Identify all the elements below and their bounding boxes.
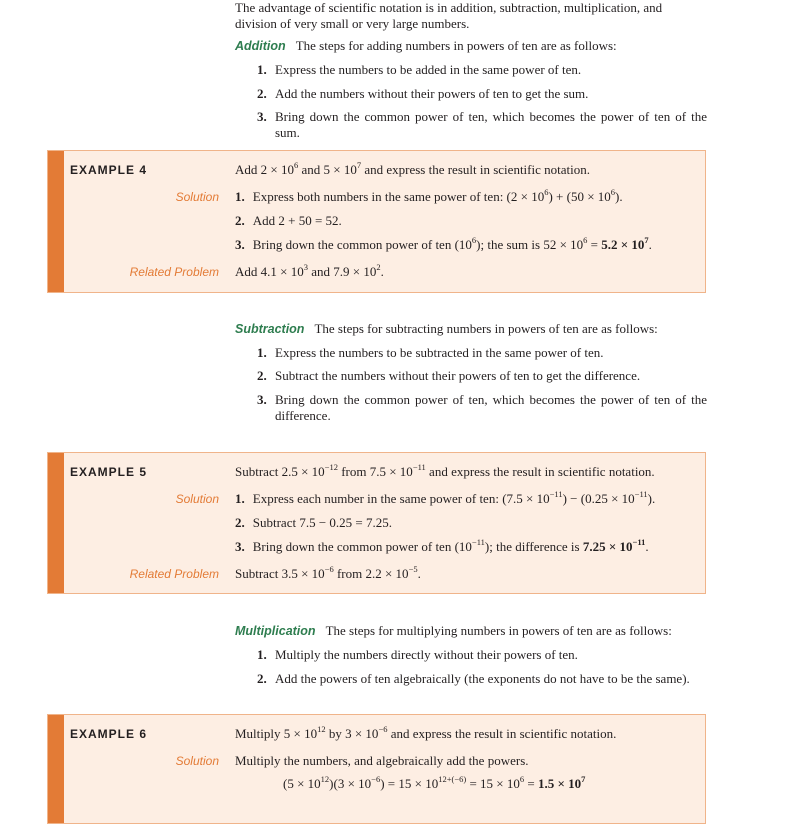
- example-5-step-2: 2. Subtract 7.5 − 0.25 = 7.25.: [235, 515, 392, 530]
- example-5-step-1: 1. Express each number in the same power of ten: $(7.5 \times 10^{-11}) - (0.25 \times 10^{-11})$.: [235, 489, 656, 506]
- multiplication-lead-text: The steps for multiplying numbers in powers of ten are as follows:: [325, 623, 672, 638]
- subtraction-heading: Subtraction: [235, 322, 305, 336]
- step-number: 1.: [257, 647, 267, 662]
- subtraction-step: [257, 392, 707, 424]
- example-6-solution-text: Multiply the numbers, and algebraically add the powers.: [235, 753, 529, 768]
- addition-step: [257, 86, 707, 102]
- multiplication-lead: [235, 623, 707, 639]
- example-4-step-1: 1. Express both numbers in the same power of ten: $(2 \times 10^6) + (50 \times 10^6)$.: [235, 187, 623, 204]
- step-text: Multiply the numbers directly without their powers of ten.: [275, 647, 578, 662]
- example-4-title: EXAMPLE 4: [70, 163, 148, 177]
- example-5-title: EXAMPLE 5: [70, 465, 148, 479]
- subtraction-step: [257, 345, 707, 361]
- example-6-problem: Multiply $5 \times 10^{12}$ by $3 \times 10^{-6}$ and express the result in scientific notation.: [235, 724, 617, 741]
- step-text: Express the numbers to be added in the same power of ten.: [275, 62, 582, 77]
- example-4-answer: $5.2 \times 10^7$: [601, 235, 649, 252]
- example-accent-bar: [48, 715, 64, 823]
- step-number: 3.: [257, 109, 267, 124]
- step-number: 1.: [257, 62, 267, 77]
- multiplication-step: [257, 671, 707, 687]
- addition-lead-text: The steps for adding numbers in powers of ten are as follows:: [295, 38, 617, 53]
- example-4-step-2: 2. Add 2 + 50 = 52.: [235, 213, 342, 228]
- step-number: 1.: [257, 345, 267, 360]
- example-5-step-3: 3. Bring down the common power of ten $(10^{-11})$; the difference is $7.25 \times 10^{-11}$.: [235, 537, 649, 554]
- step-text: Subtract the numbers without their powers of ten to get the difference.: [275, 368, 641, 383]
- example-5-answer: $7.25 \times 10^{-11}$: [582, 537, 646, 554]
- multiplication-step: [257, 647, 707, 663]
- example-4-related-label: Related Problem: [129, 265, 219, 279]
- intro-paragraph: The advantage of scientific notation is in addition, subtraction, multiplication, and division of very small or very large numbers.: [235, 0, 663, 31]
- addition-step: [257, 109, 707, 141]
- step-text: Add the numbers without their powers of ten to get the sum.: [275, 86, 589, 101]
- example-6-solution-label: Solution: [175, 754, 219, 768]
- multiplication-heading: Multiplication: [235, 624, 316, 638]
- addition-lead: [235, 38, 707, 54]
- addition-step: [257, 62, 707, 78]
- addition-heading: Addition: [235, 39, 286, 53]
- step-number: 2.: [257, 86, 267, 101]
- example-6-equation: $(5 \times 10^{12})(3 \times 10^{-6}) = 15 \times 10^{12+(-6)} = 15 \times 10^6 = 1.5 \times 10^7$: [283, 774, 586, 791]
- step-text: Add the powers of ten algebraically (the exponents do not have to be the same).: [275, 671, 690, 686]
- subtraction-step: [257, 368, 707, 384]
- example-4-solution-label: Solution: [175, 190, 219, 204]
- example-6-title: EXAMPLE 6: [70, 727, 148, 741]
- example-5-problem: Subtract $2.5 \times 10^{-12}$ from $7.5 \times 10^{-11}$ and express the result in scientific notation.: [235, 462, 655, 479]
- example-4-problem: Add $2 \times 10^6$ and $5 \times 10^7$ and express the result in scientific notation.: [235, 160, 590, 177]
- step-number: 3.: [257, 392, 267, 407]
- subtraction-lead-text: The steps for subtracting numbers in powers of ten are as follows:: [314, 321, 658, 336]
- example-6-answer: $1.5 \times 10^7$: [537, 774, 586, 791]
- step-text: Bring down the common power of ten, which becomes the power of ten of the difference.: [275, 392, 707, 423]
- step-number: 2.: [257, 671, 267, 686]
- subtraction-lead: [235, 321, 707, 337]
- example-4-related-problem: Add $4.1 \times 10^3$ and $7.9 \times 10^2$.: [235, 262, 384, 279]
- step-text: Bring down the common power of ten, which becomes the power of ten of the sum.: [275, 109, 707, 140]
- example-5-solution-label: Solution: [175, 492, 219, 506]
- example-5-related-problem: Subtract $3.5 \times 10^{-6}$ from $2.2 \times 10^{-5}$.: [235, 564, 421, 581]
- example-5-related-label: Related Problem: [129, 567, 219, 581]
- step-text: Express the numbers to be subtracted in the same power of ten.: [275, 345, 604, 360]
- example-4-step-3: 3. Bring down the common power of ten $(10^6)$; the sum is $52 \times 10^6 = 5.2 \times 10^7$.: [235, 235, 652, 252]
- step-number: 2.: [257, 368, 267, 383]
